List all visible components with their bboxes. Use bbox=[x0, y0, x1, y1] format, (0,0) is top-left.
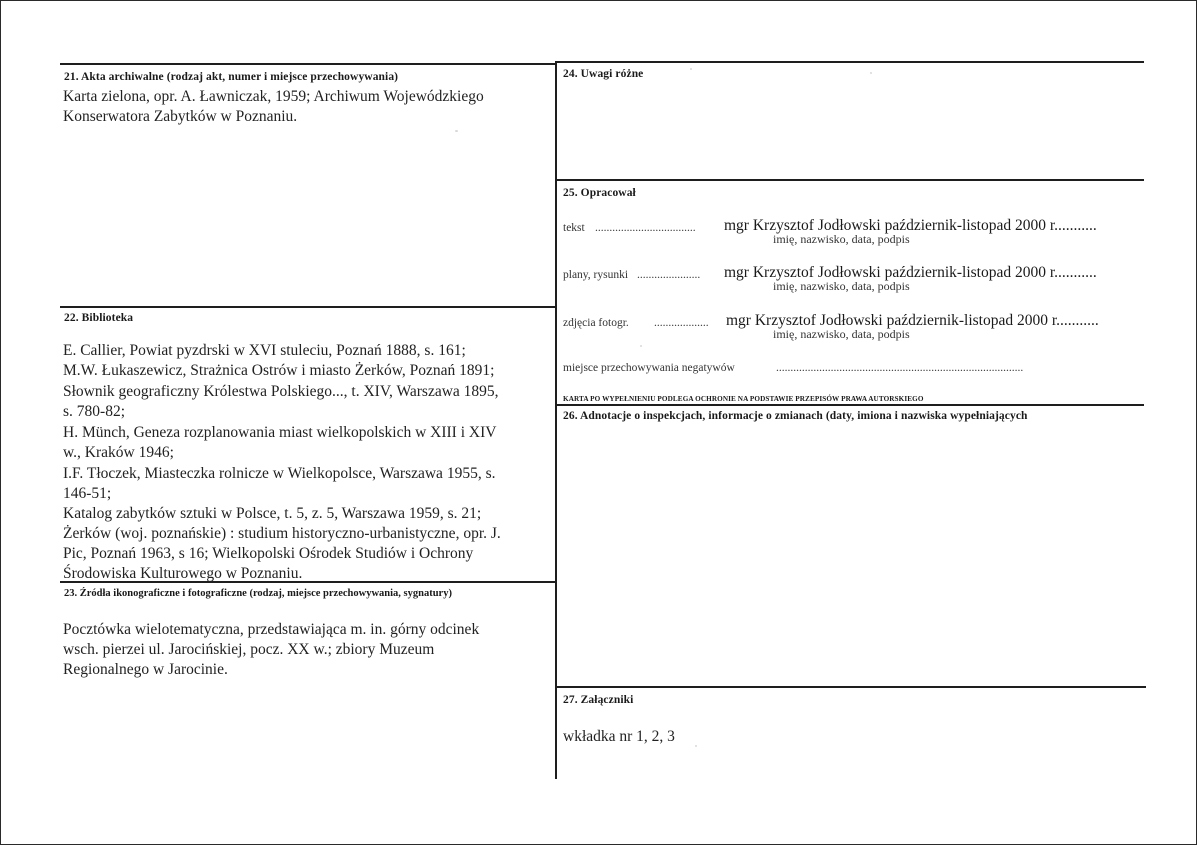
author-row-text-label: tekst bbox=[563, 222, 585, 234]
section-23-title: 23. Źródła ikonograficzne i fotograficzne (rodzaj, miejsce przechowywania, sygnatury) bbox=[64, 588, 452, 599]
rule-before-26 bbox=[556, 404, 1144, 406]
bibliography-line: M.W. Łukaszewicz, Strażnica Ostrów i miasto Żerków, Poznań 1891; bbox=[63, 362, 495, 379]
author-row-photos-label: zdjęcia fotogr. bbox=[563, 317, 629, 329]
author-row-text-caption: imię, nazwisko, data, podpis bbox=[773, 232, 910, 246]
column-divider bbox=[555, 61, 557, 779]
author-row-photos-dots: ................... bbox=[654, 317, 709, 329]
section-25-title: 25. Opracował bbox=[563, 187, 636, 199]
author-row-photos-value: mgr Krzysztof Jodłowski październik-listopad 2000 r........... bbox=[726, 312, 1099, 329]
iconography-line: wsch. pierzei ul. Jarocińskiej, pocz. XX w.; zbiory Muzeum bbox=[63, 641, 435, 658]
scan-speck bbox=[640, 345, 642, 347]
bibliography-line: Pic, Poznań 1963, s 16; Wielkopolski Ośrodek Studiów i Ochrony bbox=[63, 545, 474, 562]
bibliography-line: Środowiska Kulturowego w Poznaniu. bbox=[63, 565, 303, 582]
scan-speck bbox=[455, 130, 458, 132]
iconography-line: Pocztówka wielotematyczna, przedstawiająca m. in. górny odcinek bbox=[63, 621, 480, 638]
bibliography-line: Słownik geograficzny Królestwa Polskiego..., t. XIV, Warszawa 1895, bbox=[63, 383, 499, 400]
author-row-photos-caption: imię, nazwisko, data, podpis bbox=[773, 327, 910, 341]
attachments-value: wkładka nr 1, 2, 3 bbox=[563, 728, 675, 745]
bibliography-line: Żerków (woj. poznańskie) : studium historyczno-urbanistyczne, opr. J. bbox=[63, 525, 501, 542]
rule-before-27 bbox=[556, 686, 1146, 688]
author-row-plans-caption: imię, nazwisko, data, podpis bbox=[773, 279, 910, 293]
section-21-title: 21. Akta archiwalne (rodzaj akt, numer i miejsce przechowywania) bbox=[64, 71, 399, 83]
bibliography-line: H. Münch, Geneza rozplanowania miast wielkopolskich w XIII i XIV bbox=[63, 424, 497, 441]
bibliography-line: w., Kraków 1946; bbox=[63, 444, 174, 461]
author-row-plans-value: mgr Krzysztof Jodłowski październik-listopad 2000 r........... bbox=[724, 264, 1097, 281]
bibliography-line: s. 780-82; bbox=[63, 403, 125, 420]
bibliography-line: I.F. Tłoczek, Miasteczka rolnicze w Wielkopolsce, Warszawa 1955, s. bbox=[63, 465, 496, 482]
author-row-text-value: mgr Krzysztof Jodłowski październik-listopad 2000 r........... bbox=[724, 217, 1097, 234]
negatives-location-dots: ...................................................................................... bbox=[776, 362, 1024, 374]
section-21-line-2: Konserwatora Zabytków w Poznaniu. bbox=[63, 108, 298, 125]
section-21-line-1: Karta zielona, opr. A. Ławniczak, 1959; Archiwum Wojewódzkiego bbox=[63, 88, 484, 105]
author-row-text-dots: ................................... bbox=[595, 222, 696, 234]
scan-speck bbox=[690, 68, 692, 70]
scan-speck bbox=[870, 72, 872, 74]
author-row-plans-label: plany, rysunki bbox=[563, 269, 629, 281]
top-rule-left bbox=[60, 63, 556, 65]
negatives-location-label: miejsce przechowywania negatywów bbox=[563, 362, 735, 374]
copyright-notice: KARTA PO WYPEŁNIENIU PODLEGA OCHRONIE NA PODSTAWIE PRZEPISÓW PRAWA AUTORSKIEGO bbox=[563, 395, 924, 403]
section-27-title: 27. Załączniki bbox=[563, 694, 634, 706]
section-24-title: 24. Uwagi różne bbox=[563, 68, 644, 80]
top-rule-right bbox=[556, 61, 1144, 63]
bibliography-line: Katalog zabytków sztuki w Polsce, t. 5, z. 5, Warszawa 1959, s. 21; bbox=[63, 505, 482, 522]
bibliography-line: E. Callier, Powiat pyzdrski w XVI stuleciu, Poznań 1888, s. 161; bbox=[63, 342, 466, 359]
author-row-plans-dots: ...................... bbox=[637, 269, 701, 281]
section-26-title: 26. Adnotacje o inspekcjach, informacje o zmianach (daty, imiona i nazwiska wypełniających bbox=[563, 410, 1028, 422]
section-22-title: 22. Biblioteka bbox=[64, 312, 134, 324]
rule-before-22 bbox=[60, 306, 556, 308]
iconography-line: Regionalnego w Jarocinie. bbox=[63, 661, 228, 678]
scan-speck bbox=[695, 745, 697, 747]
rule-before-25 bbox=[556, 179, 1144, 181]
bibliography-line: 146-51; bbox=[63, 485, 112, 502]
